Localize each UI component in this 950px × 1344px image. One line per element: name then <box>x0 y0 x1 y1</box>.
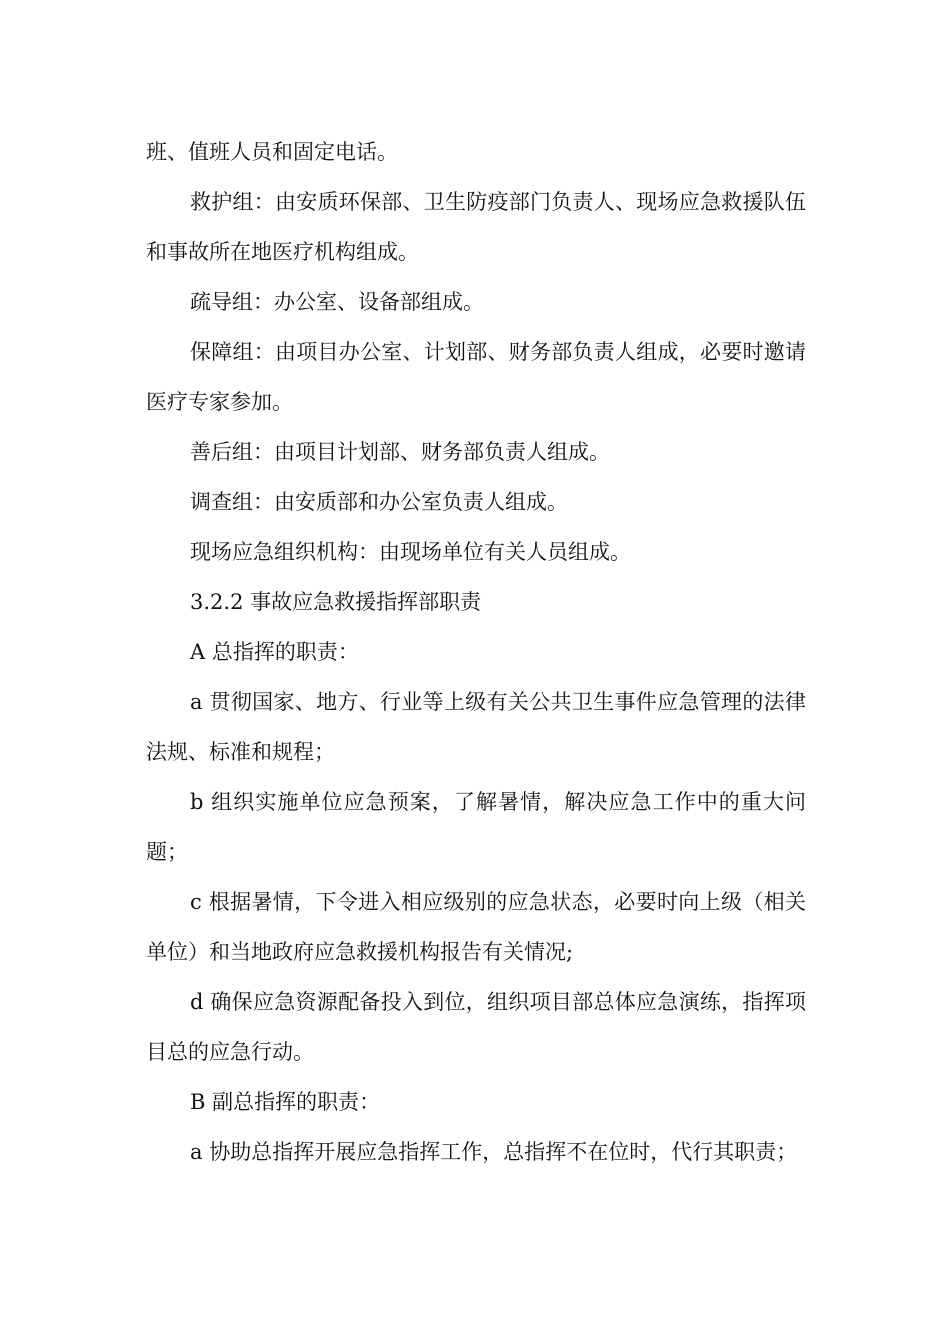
list-item-deputy-a: a 协助总指挥开展应急指挥工作，总指挥不在位时，代行其职责； <box>190 1140 798 1164</box>
paragraph-support-group: 保障组：由项目办公室、计划部、财务部负责人组成，必要时邀请医疗专家参加。 <box>146 340 806 414</box>
paragraph-rescue-group: 救护组：由安质环保部、卫生防疫部门负责人、现场应急救援队伍和事故所在地医疗机构组成。 <box>146 190 806 264</box>
paragraph-aftermath-group: 善后组：由项目计划部、财务部负责人组成。 <box>190 440 610 464</box>
paragraph-continuation: 班、值班人员和固定电话。 <box>146 140 398 164</box>
subheading-deputy-commander-duties: B 副总指挥的职责： <box>190 1090 381 1114</box>
paragraph-investigation-group: 调查组：由安质部和办公室负责人组成。 <box>190 490 568 514</box>
paragraph-evacuation-group: 疏导组：办公室、设备部组成。 <box>190 290 484 314</box>
list-item-a: a 贯彻国家、地方、行业等上级有关公共卫生事件应急管理的法律法规、标准和规程； <box>146 690 806 764</box>
list-item-c: c 根据暑情，下令进入相应级别的应急状态，必要时向上级（相关单位）和当地政府应急救援机构报告有关情况; <box>146 890 806 964</box>
list-item-d: d 确保应急资源配备投入到位，组织项目部总体应急演练，指挥项目总的应急行动。 <box>146 990 806 1064</box>
list-item-b: b 组织实施单位应急预案，了解暑情，解决应急工作中的重大问题； <box>146 790 806 864</box>
document-body <box>146 127 806 1177</box>
section-heading-3-2-2: 3.2.2 事故应急救援指挥部职责 <box>190 590 482 614</box>
subheading-commander-duties: A 总指挥的职责： <box>190 640 359 664</box>
paragraph-onsite-organization: 现场应急组织机构：由现场单位有关人员组成。 <box>190 540 631 564</box>
